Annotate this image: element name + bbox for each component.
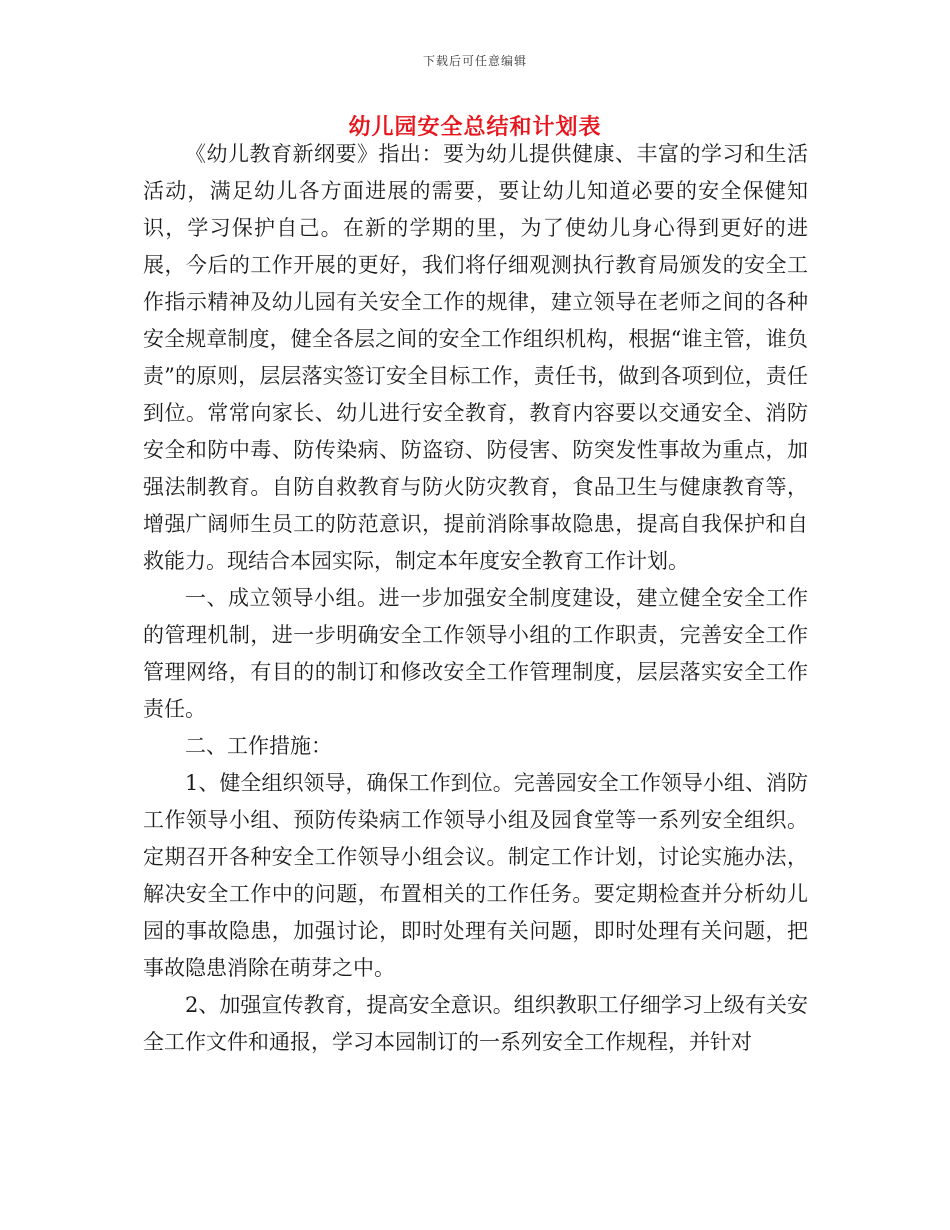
paragraph-measure-2: 2、加强宣传教育，提高安全意识。组织教职工仔细学习上级有关安全工作文件和通报，学习本园制订的一系列安全工作规程，并针对	[143, 993, 808, 1054]
paragraph-section-1: 一、成立领导小组。进一步加强安全制度建设，建立健全安全工作的管理机制，进一步明确安全工作领导小组的工作职责，完善安全工作管理网络，有目的的制订和修改安全工作管理制度，层层落实安全工作责任。	[143, 586, 808, 721]
paragraph-section-2-heading: 二、工作措施：	[185, 734, 332, 758]
document-title: 幼儿园安全总结和计划表	[348, 114, 602, 140]
document-body	[143, 136, 808, 1061]
paragraph-intro: 《幼儿教育新纲要》指出：要为幼儿提供健康、丰富的学习和生活活动，满足幼儿各方面进展的需要，要让幼儿知道必要的安全保健知识，学习保护自己。在新的学期的里，为了使幼儿身心得到更好的进展，今后的工作开展的更好，我们将仔细观测执行教育局颁发的安全工作指示精神及幼儿园有关安全工作的规律，建立领导在老师之间的各种安全规章制度，健全各层之间的安全工作组织机构，根据“谁主管，谁负责”的原则，层层落实签订安全目标工作，责任书，做到各项到位，责任到位。常常向家长、幼儿进行安全教育，教育内容要以交通安全、消防安全和防中毒、防传染病、防盗窃、防侵害、防突发性事故为重点，加强法制教育。自防自救教育与防火防灾教育，食品卫生与健康教育等，增强广阔师生员工的防范意识，提前消除事故隐患，提高自我保护和自救能力。现结合本园实际，制定本年度安全教育工作计划。	[143, 142, 808, 573]
paragraph-measure-1: 1、健全组织领导，确保工作到位。完善园安全工作领导小组、消防工作领导小组、预防传染病工作领导小组及园食堂等一系列安全组织。定期召开各种安全工作领导小组会议。制定工作计划，讨论实施办法，解决安全工作中的问题，布置相关的工作任务。要定期检查并分析幼儿园的事故隐患，加强讨论，即时处理有关问题，即时处理有关问题，把事故隐患消除在萌芽之中。	[143, 771, 808, 980]
header-note: 下载后可任意编辑	[422, 54, 527, 68]
